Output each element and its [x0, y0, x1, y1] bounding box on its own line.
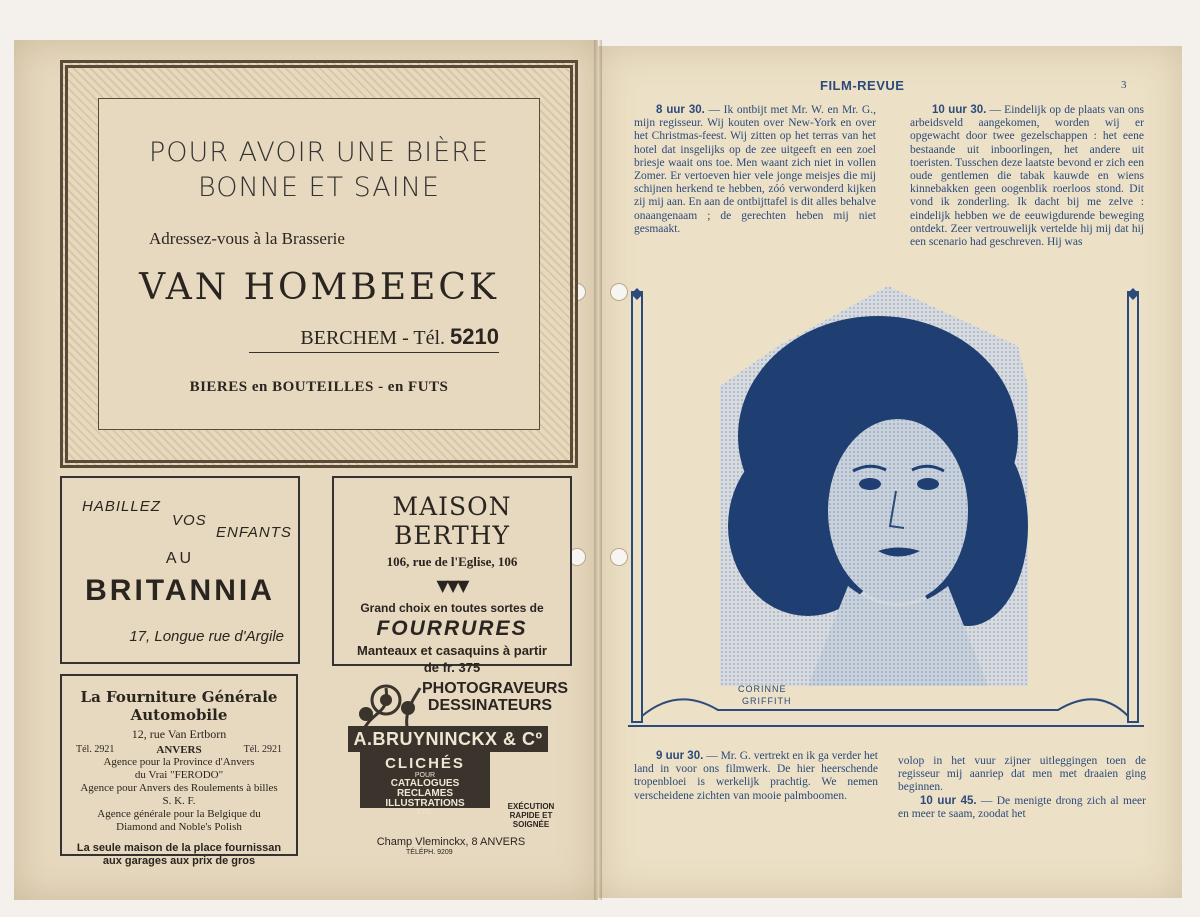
frame-pillar-right	[1128, 292, 1138, 722]
punch-hole	[610, 283, 628, 301]
bruyninckx-cliches: CLICHÉS	[385, 755, 465, 772]
britannia-au: AU	[165, 550, 195, 567]
berthy-sub: Manteaux et casaquins à partir	[356, 643, 547, 658]
paragraph-text: — Eindelijk op de plaats van ons arbeidsveld aangekomen, worden wij er opgewacht door twee gezelschappen : het eene bestaande uit inboorlingen, het andere uit toeristen. Tusschen deze laatste bevond er zich een oude gentlemen die tabak kauwde en wiens kinnebakken geen oogenblik roerloos stond. Dit vond ik zonderling. Ik dacht bij me zelve : eindelijk hebben we de eeuwigdurende beweging ontdekt. Zeer vertrouwelijk vertelde hij mij dat hij een scenario had geschreven. Hij was	[910, 104, 1144, 249]
bruyninckx-panel	[360, 752, 490, 816]
time-label: 10 uur 45.	[920, 794, 977, 807]
article-column-2	[910, 104, 1144, 249]
fourniture-ad	[60, 674, 298, 867]
biere-footer: BIERES en BOUTEILLES - en FUTS	[189, 379, 449, 395]
fourniture-line: du Vrai "FERODO"	[134, 769, 224, 781]
bruyninckx-cat-3: ILLUSTRATIONS	[385, 798, 465, 809]
page-fold	[594, 40, 602, 900]
portrait-caption-2: GRIFFITH	[742, 696, 792, 706]
fourniture-footer	[62, 842, 296, 868]
bruyninckx-cat-2: RECLAMES	[396, 788, 454, 799]
bruyninckx-pour: POUR	[414, 772, 436, 779]
time-label: 10 uur 30.	[932, 104, 987, 116]
portrait-eye	[917, 478, 939, 490]
biere-headline-2: BONNE ET SAINE	[198, 172, 440, 203]
page-number: 3	[1121, 79, 1127, 91]
bruyninckx-cat-1: CATALOGUES	[390, 778, 460, 789]
ornament-icon: ▼▼▼	[436, 576, 468, 595]
bruyninckx-headline	[422, 680, 569, 714]
biere-phone: 5210	[450, 324, 499, 349]
paragraph-text: volop in het vuur zijner uitleggingen toen de regisseur mij aanriep dat men met draaien ging beginnen.	[898, 755, 1146, 794]
bruyninckx-head-2: DESSINATEURS	[427, 697, 553, 714]
fourniture-tel-right: Tél. 2921	[243, 744, 282, 755]
time-label: 8 uur 30.	[656, 104, 705, 116]
article-column-1	[634, 104, 876, 236]
fourniture-footer-2: aux garages aux prix de gros	[102, 855, 256, 867]
biere-ad-inner	[98, 98, 540, 430]
biere-brand: VAN HOMBEECK	[139, 267, 499, 308]
frame-base	[642, 699, 1128, 716]
bruyninckx-tel: TÉLÉPH. 9209	[406, 849, 453, 856]
portrait-eye	[859, 478, 881, 490]
britannia-word-3: ENFANTS	[216, 524, 292, 541]
berthy-title: MAISON BERTHY	[392, 492, 512, 550]
biere-ad	[60, 60, 578, 468]
biere-address-line: Adressez-vous à la Brasserie	[149, 229, 345, 248]
fourniture-footer-1: La seule maison de la place fournissan	[76, 842, 282, 854]
fourniture-address: 12, rue Van Ertborn	[131, 727, 227, 741]
fourniture-city: ANVERS	[156, 744, 202, 756]
portrait-caption-1: CORINNE	[738, 684, 787, 694]
paragraph	[910, 104, 1144, 249]
britannia-address: 17, Longue rue d'Argile	[129, 628, 284, 645]
fourniture-line: Diamond and Noble's Polish	[116, 821, 242, 833]
britannia-word-2: VOS	[172, 512, 207, 529]
bruyninckx-ad	[346, 678, 569, 856]
biere-place: BERCHEM - Tél.	[300, 327, 446, 349]
fourniture-line: Agence générale pour la Belgique du	[97, 808, 261, 820]
time-label: 9 uur 30.	[656, 750, 704, 762]
berthy-ad	[332, 476, 572, 675]
biere-telephone	[99, 324, 539, 350]
bruyninckx-address: Champ Vleminckx, 8 ANVERS	[376, 836, 526, 848]
fourniture-title: La Fourniture Générale Automobile	[80, 688, 278, 724]
paragraph-text: — De menigte drong zich al meer en meer te saam, zoodat het	[898, 794, 1146, 820]
corinne-griffith-portrait	[628, 286, 1144, 734]
britannia-ad	[60, 476, 300, 664]
biere-underline	[249, 352, 499, 353]
berthy-address: 106, rue de l'Eglise, 106	[386, 554, 518, 569]
bruyninckx-brand: A.BRUYNINCKX & Cº	[348, 726, 548, 752]
paragraph-text: — Mr. G. vertrekt en ik ga verder het land in voor ons filmwerk. De hier heerschende tropenbloei is werkelijk prachtig. We nemen verscheidene zichten van mooie palmboomen.	[634, 750, 878, 802]
bruyninckx-execution: EXÉCUTION RAPIDE ET SOIGNÉE	[507, 802, 555, 829]
berthy-product: FOURRURES	[376, 617, 528, 640]
frame-pillar-left	[632, 292, 642, 722]
bruyninckx-head-1: PHOTOGRAVEURS	[422, 680, 569, 697]
britannia-name: BRITANNIA	[85, 574, 275, 607]
article-column-4	[898, 755, 1146, 821]
fourniture-city-row	[62, 744, 296, 756]
fourniture-line: Agence pour Anvers des Roulements à billes	[80, 782, 278, 794]
article-column-3	[634, 750, 878, 803]
fourniture-line: S. K. F.	[162, 795, 196, 807]
punch-hole	[610, 548, 628, 566]
biere-headline-1: POUR AVOIR UNE BIÈRE	[148, 137, 490, 168]
berthy-choice: Grand choix en toutes sortes de	[360, 601, 544, 615]
paragraph	[634, 750, 878, 803]
paragraph	[898, 755, 1146, 795]
masthead: FILM-REVUE	[820, 78, 905, 93]
fourniture-line: Agence pour la Province d'Anvers	[103, 756, 255, 768]
fourniture-tel-left: Tél. 2921	[76, 744, 115, 755]
britannia-word-1: HABILLEZ	[82, 498, 161, 515]
paragraph	[898, 795, 1146, 821]
bruyninckx-etc: ETC.	[417, 809, 433, 816]
berthy-price: de fr. 375	[423, 660, 481, 675]
paragraph-text: — Ik ontbijt met Mr. W. en Mr. G., mijn regisseur. Wij kouten over New-York en over het Christmas-feest. Wij zitten op het terras van het hotel dat insgelijks op de zee uitgeeft en een zoel briesje waait ons toe. Men waant zich niet in vollen Zomer. Er vertoeven hier vele jonge meisjes die mij schijnen herkend te hebben, zóó verwonderd kijken zij mij aan. En aan de ontbijttafel is dit alles behalve onaangenaam ; de gerechten heben mij niet gesmaakt.	[634, 104, 876, 235]
paragraph	[634, 104, 876, 236]
